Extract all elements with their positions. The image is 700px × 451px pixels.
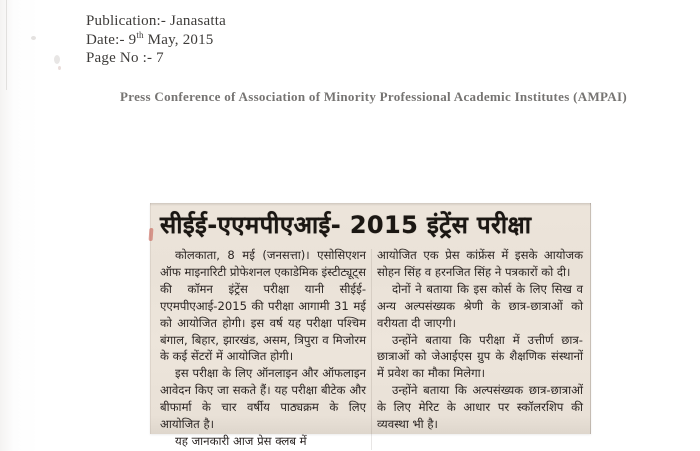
newspaper-clipping — [150, 203, 591, 448]
paragraph: आयोजित एक प्रेस कांफ्रेंस में इसके आयोजक सोहन सिंह व हरनजित सिंह ने पत्रकारों को दी। — [377, 248, 583, 279]
paragraph: इस परीक्षा के लिए ऑनलाइन और ऑफलाइन आवेदन किए जा सकते हैं। यह परीक्षा बीटेक और बीफार्मा के चार वर्षीय पाठ्यक्रम के लिए आयोजित है। — [160, 366, 366, 432]
column-divider — [371, 249, 372, 450]
red-pen-mark — [149, 228, 154, 241]
paragraph: कोलकाता, 8 मई (जनसत्ता)। एसोसिएशन ऑफ माइनारिटी प्रोफेशनल एकाडेमिक इंस्टीट्यूट्स की कॉमन इंट्रेंस परीक्षा यानी सीईई-एएमपीएआई-2015 की परीक्षा आगामी 31 मई को आयोजित होगी। इस वर्ष यह परीक्षा पश्चिम बंगाल, बिहार, झारखंड, असम, त्रिपुरा व मिजोरम के कई सेंटरों में आयोजित होगी। — [160, 248, 366, 364]
clipping-columns — [158, 247, 584, 450]
date-prefix: Date:- 9 — [86, 31, 137, 48]
press-conference-caption: Press Conference of Association of Minority Professional Academic Institutes (AMPAI) — [120, 89, 627, 104]
scan-smudge — [58, 66, 61, 70]
page-number-line: Page No :- 7 — [86, 50, 164, 66]
scan-smudge — [54, 55, 60, 64]
paragraph: उन्होंने बताया कि परीक्षा में उत्तीर्ण छात्र-छात्राओं को जेआईएस ग्रुप के शैक्षणिक संस्थानों में प्रवेश का मौका मिलेगा। — [377, 332, 583, 381]
date-ordinal: th — [136, 29, 144, 40]
paragraph: दोनों ने बताया कि इस कोर्स के लिए सिख व अन्य अल्पसंख्यक श्रेणी के छात्र-छात्राओं को वरीयता दी जाएगी। — [377, 281, 583, 330]
clipping-headline: सीईई-एएमपीएआई- 2015 इंट्रेंस परीक्षा — [160, 211, 532, 239]
date-line — [86, 31, 226, 50]
publication-line: Publication:- Janasatta — [86, 13, 226, 29]
paragraph: उन्होंने बताया कि अल्पसंख्यक छात्र-छात्राओं के लिए मेरिट के आधार पर स्कॉलरशिप की व्यवस्था भी है। — [377, 383, 583, 432]
document-header — [86, 12, 226, 68]
clipping-right-column — [377, 247, 583, 450]
date-suffix: May, 2015 — [143, 31, 214, 48]
paragraph: यह जानकारी आज प्रेस क्लब में — [175, 433, 307, 448]
scan-artifact-line — [6, 0, 7, 90]
clipping-left-column — [160, 247, 366, 450]
scan-smudge — [31, 36, 36, 40]
